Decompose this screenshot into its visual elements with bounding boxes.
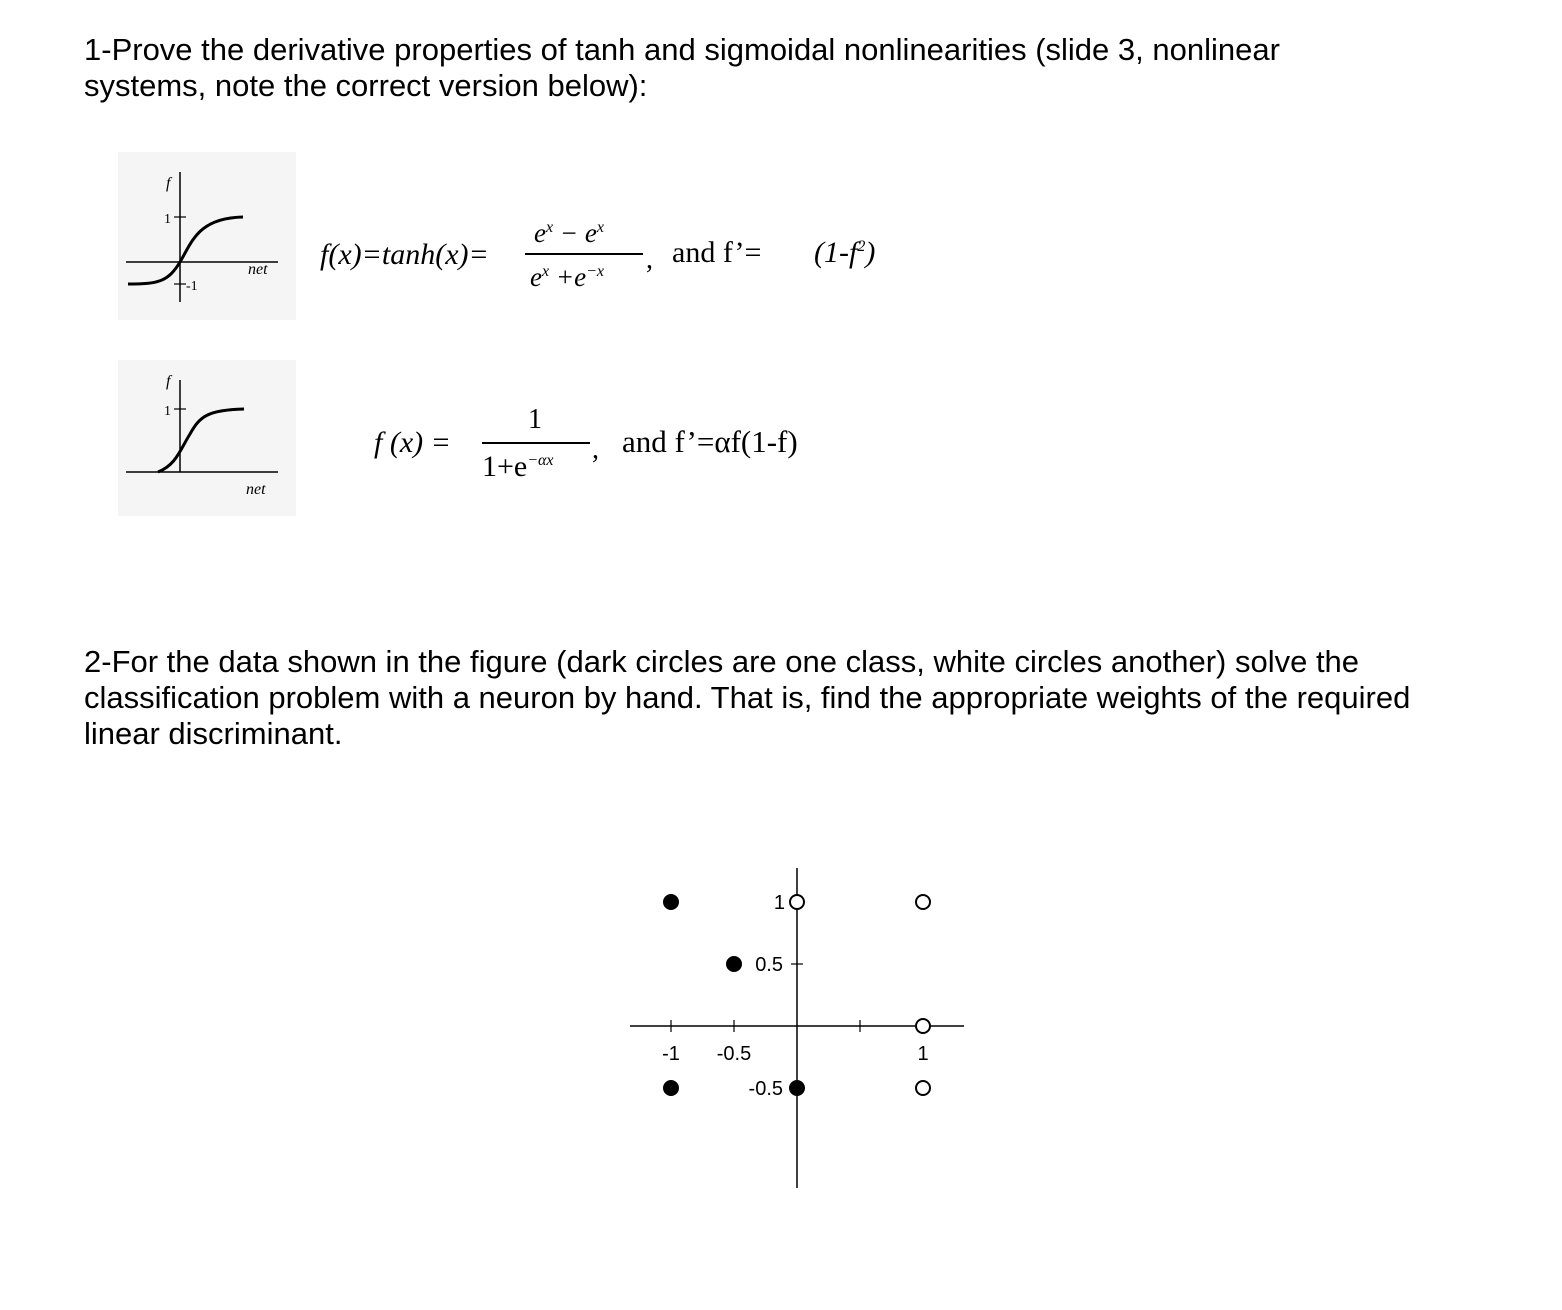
sigmoid-plot	[118, 360, 296, 516]
tanh-plot	[118, 152, 296, 320]
sigmoid-plot-svg	[118, 360, 296, 516]
tanh-numerator: $e^x - e^x$	[534, 218, 604, 248]
white-circle-point	[790, 895, 804, 909]
tanh-one-label: 1	[164, 212, 171, 227]
tanh-comma: ,	[646, 244, 653, 275]
sigmoid-denominator: $1+e^{-\alpha x}$	[482, 450, 554, 483]
white-circle-point	[916, 1019, 930, 1033]
tanh-curve	[128, 217, 243, 284]
dark-circle-point	[664, 895, 678, 909]
sigmoid-and-text: and f’=αf(1-f)	[622, 424, 798, 459]
scatter-plot	[620, 850, 980, 1200]
x-tick-label: -0.5	[716, 1043, 752, 1065]
tanh-derivative: $(1-f^2)$	[814, 236, 876, 269]
tanh-plot-svg	[118, 152, 296, 320]
sigmoid-f-label: f	[166, 373, 171, 390]
sigmoid-comma: ,	[592, 434, 599, 465]
sigmoid-lhs: f (x) =	[374, 426, 451, 459]
y-tick-label: 1	[773, 892, 785, 914]
x-tick-label: 1	[917, 1043, 929, 1065]
dark-circle-point	[790, 1081, 804, 1095]
dark-circle-point	[727, 957, 741, 971]
tanh-and-text: and f’=	[672, 236, 762, 269]
question-2-text: 2-For the data shown in the figure (dark circles are one class, white circles another) solve the classification problem with a neuron by hand. That is, find the appropriate weights of the required linear discriminant.	[84, 644, 1411, 751]
x-tick-label: -1	[662, 1043, 680, 1065]
tanh-denominator: $e^x +e^{-x}$	[530, 262, 604, 292]
sigmoid-fraction-bar	[482, 442, 590, 444]
tanh-f-label: f	[166, 175, 171, 192]
scatter-y-tick-labels	[749, 892, 785, 1100]
y-tick-label: -0.5	[748, 1078, 783, 1100]
sigmoid-one-label: 1	[164, 404, 171, 419]
dark-circle-point	[664, 1081, 678, 1095]
sigmoid-numerator: 1	[528, 404, 542, 435]
tanh-neg-one-label: -1	[186, 279, 198, 294]
question-1-text: 1-Prove the derivative properties of tanh and sigmoidal nonlinearities (slide 3, nonlinear systems, note the correct version below):	[84, 32, 1280, 103]
white-circle-point	[916, 1081, 930, 1095]
sigmoid-net-label: net	[246, 481, 266, 498]
tanh-fraction-bar	[525, 253, 643, 255]
tanh-lhs: f(x)=tanh(x)=	[320, 238, 489, 271]
tanh-net-label: net	[248, 261, 268, 278]
y-tick-label: 0.5	[755, 954, 783, 976]
scatter-x-tick-labels	[662, 1043, 928, 1065]
white-circle-point	[916, 895, 930, 909]
